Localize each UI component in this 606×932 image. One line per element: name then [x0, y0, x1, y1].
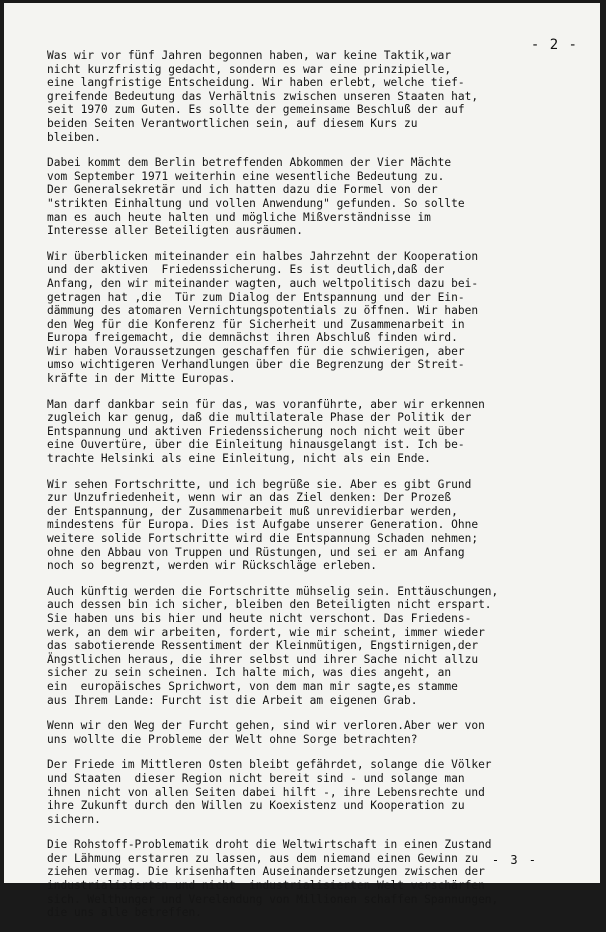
text-line: Anfang, den wir miteinander wagten, auch weltpolitisch dazu bei-	[47, 276, 479, 290]
text-line: Ängstlichen heraus, die ihrer selbst und ihrer Sache nicht allzu	[47, 652, 479, 666]
text-line: Wir überblicken miteinander ein halbes Jahrzehnt der Kooperation	[47, 249, 479, 263]
text-line: zugleich kar genug, daß die multilaterale Phase der Politik der	[47, 411, 472, 425]
text-line: Interesse aller Beteiligten ausräumen.	[47, 224, 303, 238]
text-line: beiden Seiten Verantwortlichen sein, auf diesem Kurs zu	[47, 116, 418, 130]
text-line: sicher zu sein scheinen. Ich halte mich, was dies angeht, an	[47, 666, 452, 680]
page-number-top: - 2 -	[530, 37, 578, 53]
text-line: dämmung des atomaren Vernichtungspotentials zu öffnen. Wir haben	[47, 304, 479, 318]
text-line: Der Friede im Mittleren Osten bleibt gefährdet, solange die Völker	[47, 758, 492, 772]
text-line: ihre Zukunft durch den Willen zu Koexistenz und Kooperation zu	[47, 799, 465, 813]
text-line: und der aktiven Friedenssicherung. Es ist deutlich,daß der	[47, 263, 445, 277]
paragraph	[47, 838, 572, 920]
paragraph	[47, 250, 572, 386]
text-line: umso wichtigeren Verhandlungen über die Begrenzung der Streit-	[47, 358, 465, 372]
paragraph	[47, 758, 572, 826]
text-line: Sie haben uns bis hier und heute nicht verschont. Das Friedens-	[47, 611, 472, 625]
text-line: ohne den Abbau von Truppen und Rüstungen, und sei er am Anfang	[47, 545, 465, 559]
text-line: der Lähmung erstarren zu lassen, aus dem niemand einen Gewinn zu	[47, 851, 479, 865]
text-line: uns wollte die Probleme der Welt ohne Sorge betrachten?	[47, 732, 418, 746]
text-line: man es auch heute halten und mögliche Mißverständnisse im	[47, 210, 431, 224]
text-line: ein europäisches Sprichwort, von dem man mir sagte,es stamme	[47, 679, 458, 693]
text-line: das sabotierende Ressentiment der Kleinmütigen, Engstirnigen,der	[47, 639, 479, 653]
text-line: Wir sehen Fortschritte, und ich begrüße sie. Aber es gibt Grund	[47, 477, 472, 491]
text-line: noch so begrenzt, werden wir Rückschläge erleben.	[47, 559, 378, 573]
text-line: Was wir vor fünf Jahren begonnen haben, war keine Taktik,war	[47, 49, 452, 62]
text-line: eine langfristige Entscheidung. Wir haben erlebt, welche tief-	[47, 76, 465, 90]
text-line: der Entspannung, der Zusammenarbeit muß unrevidierbar werden,	[47, 504, 458, 518]
text-line: Wenn wir den Weg der Furcht gehen, sind wir verloren.Aber wer von	[47, 719, 485, 733]
text-line: bleiben.	[47, 130, 101, 144]
text-line: ziehen vermag. Die krisenhaften Auseinandersetzungen zwischen der	[47, 865, 485, 879]
text-line: "strikten Einhaltung und vollen Anwendung" gefunden. So sollte	[47, 196, 465, 210]
document-page	[4, 3, 600, 920]
text-line: Man darf dankbar sein für das, was voranführte, aber wir erkennen	[47, 397, 485, 411]
text-line: Entspannung und aktiven Friedenssicherung noch nicht weit über	[47, 424, 465, 438]
text-line: seit 1970 zum Guten. Es sollte der gemeinsame Beschluß der auf	[47, 103, 465, 117]
text-line: sich. Welthunger und Verelendung von Millionen schaffen Spannungen,	[47, 892, 499, 906]
text-line: ihnen nicht von allen Seiten dabei hilft -, ihre Lebensrechte und	[47, 785, 485, 799]
text-line: aus Ihrem Lande: Furcht ist die Arbeit am eigenen Grab.	[47, 693, 418, 707]
paragraph	[47, 398, 572, 466]
text-line: werk, an dem wir arbeiten, fordert, wie mir scheint, immer wieder	[47, 625, 485, 639]
paragraph	[47, 585, 572, 707]
paragraph	[47, 478, 572, 573]
document-body	[47, 49, 572, 932]
paragraph	[47, 719, 572, 746]
text-line: eine Ouvertüre, über die Einleitung hinausgelangt ist. Ich be-	[47, 438, 465, 452]
text-line: Dabei kommt dem Berlin betreffenden Abkommen der Vier Mächte	[47, 156, 452, 170]
paragraph	[47, 156, 572, 238]
text-line: greifende Bedeutung das Verhältnis zwischen unseren Staaten hat,	[47, 89, 479, 103]
text-line: industrialisierten und nicht industrialisierten Welt verschärfen	[47, 879, 485, 893]
text-line: die uns alle betreffen.	[47, 906, 202, 920]
text-line: sichern.	[47, 812, 101, 826]
text-line: kräfte in der Mitte Europas.	[47, 372, 236, 386]
text-line: getragen hat ,die Tür zum Dialog der Entspannung und der Ein-	[47, 290, 465, 304]
page-number-bottom: - 3 -	[491, 853, 538, 867]
text-line: trachte Helsinki als eine Einleitung, nicht als ein Ende.	[47, 452, 431, 466]
paragraph	[47, 49, 572, 144]
text-line: Auch künftig werden die Fortschritte mühselig sein. Enttäuschungen,	[47, 584, 499, 598]
text-line: nicht kurzfristig gedacht, sondern es war eine prinzipielle,	[47, 62, 452, 76]
text-line: zur Unzufriedenheit, wenn wir an das Ziel denken: Der Prozeß	[47, 491, 452, 505]
text-line: und Staaten dieser Region nicht bereit sind - und solange man	[47, 771, 465, 785]
text-line: Die Rohstoff-Problematik droht die Weltwirtschaft in einen Zustand	[47, 838, 492, 852]
text-line: Wir haben Voraussetzungen geschaffen für die schwierigen, aber	[47, 344, 465, 358]
text-line: den Weg für die Konferenz für Sicherheit und Zusammenarbeit in	[47, 317, 465, 331]
text-line: vom September 1971 weiterhin eine wesentliche Bedeutung zu.	[47, 169, 445, 183]
text-line: mindestens für Europa. Dies ist Aufgabe unserer Generation. Ohne	[47, 518, 479, 532]
text-line: Europa freigemacht, die demnächst ihren Abschluß finden wird.	[47, 331, 458, 345]
text-line: auch dessen bin ich sicher, bleiben den Beteiligten nicht erspart.	[47, 598, 492, 612]
text-line: Der Generalsekretär und ich hatten dazu die Formel von der	[47, 183, 438, 197]
text-line: weitere solide Fortschritte wird die Entspannung Schaden nehmen;	[47, 532, 479, 545]
